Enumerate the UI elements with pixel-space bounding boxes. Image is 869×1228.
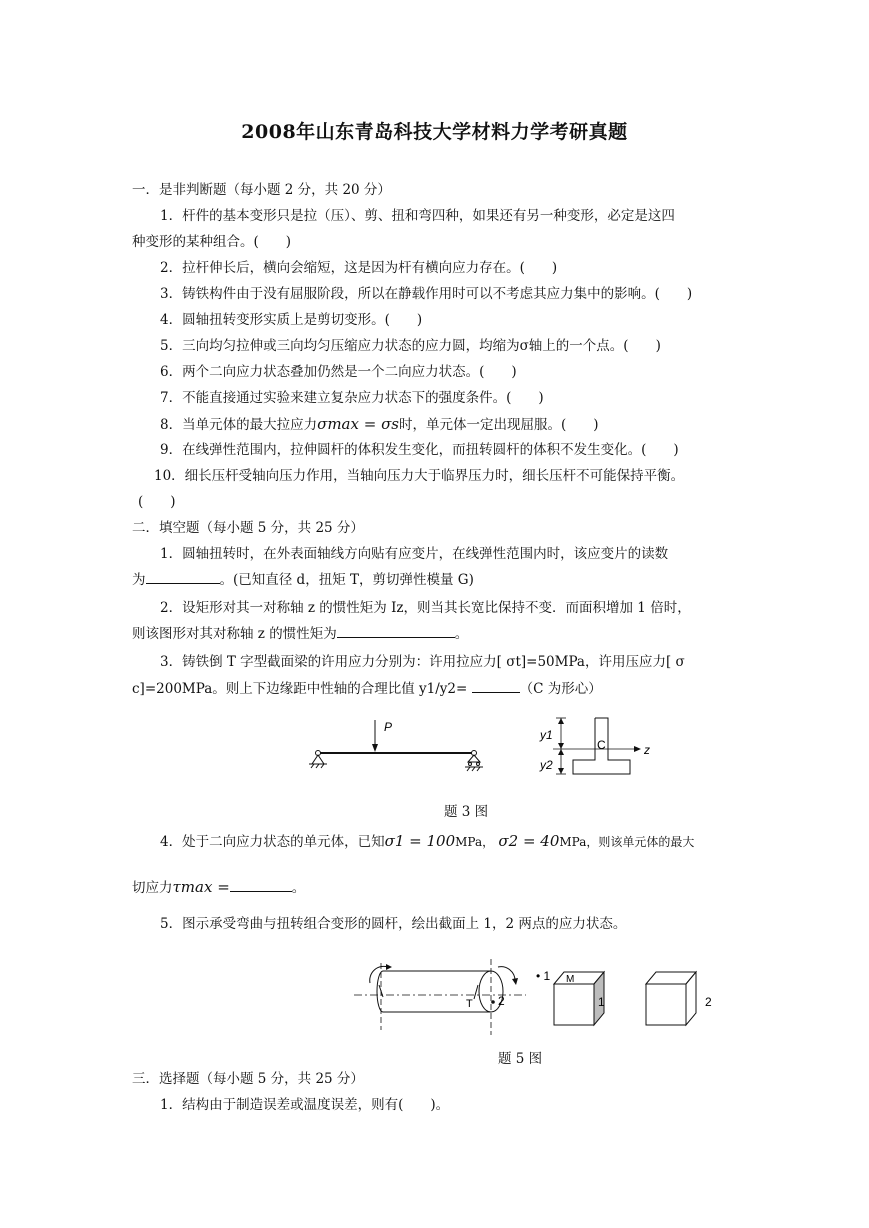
page-title: 2008年山东青岛科技大学材料力学考研真题 [241,121,628,143]
answer-blank [337,625,455,638]
s1-question-10-line-2: ( ) [138,494,176,510]
s2-question-1-post: 。(已知直径 d，扭矩 T，剪切弹性模量 G) [219,572,474,588]
s1-question-3: 3．铸铁构件由于没有屈服阶段，所以在静载作用时可以不考虑其应力集中的影响。( ) [160,286,693,302]
s1-question-1-line-1: 1．杆件的基本变形只是拉（压）、剪、扭和弯四种，如果还有另一种变形，必定是这四 [160,208,675,224]
s2-question-1-pre: 为 [132,572,146,588]
answer-blank [472,680,520,693]
right-torque-arrow [474,985,478,999]
point-1-label: • 1 [536,969,551,983]
load-arrowhead [372,744,378,752]
tau-max-formula: τmax = [172,878,230,896]
s2-question-3-post: （C 为形心） [519,681,602,697]
sigma-max-formula: σmax = σs [317,415,400,433]
answer-blank [146,571,220,584]
s2-question-5: 5．图示承受弯曲与扭转组合变形的圆杆，绘出截面上 1，2 两点的应力状态。 [160,916,627,932]
figure-3 [300,712,660,782]
point-2-dot [491,1000,495,1004]
s2-question-2-post: 。 [454,626,469,642]
s2-question-4-line-1 [160,832,694,851]
s2-question-4-pre-2: 切应力 [132,880,173,896]
s2-question-2-line-2 [132,625,468,643]
torque-label: T [466,998,473,1010]
s1-question-7: 7．不能直接通过实验来建立复杂应力状态下的强度条件。( ) [160,390,544,406]
sigma1-formula: σ1 = 100 [384,832,456,850]
s1-question-4: 4．圆轴扭转变形实质上是剪切变形。( ) [160,312,423,328]
s2-question-3-line-2 [132,680,602,698]
s1-question-8-pre: 8．当单元体的最大拉应力 [160,417,318,433]
answer-blank [230,879,292,892]
s2-question-2-line-1: 2．设矩形对其一对称轴 z 的惯性矩为 Iz，则当其长宽比保持不变．而面积增加 1 倍时， [160,600,691,616]
s2-question-1-line-2 [132,571,474,589]
s2-question-4-line-2 [132,878,305,897]
section-2-heading: 二．填空题（每小题 5 分，共 25 分） [132,520,364,536]
s1-question-5: 5．三向均匀拉伸或三向均匀压缩应力状态的应力圆，均缩为σ轴上的一个点。( ) [160,338,661,354]
load-label: P [384,720,393,734]
section-3-heading: 三．选择题（每小题 5 分，共 25 分） [132,1071,364,1087]
mpa-unit: MPa，则该单元体的最大 [559,835,695,849]
s1-question-8 [160,415,599,434]
s2-question-4-post: 。 [291,880,306,896]
s2-question-3-line-1: 3．铸铁倒 T 字型截面梁的许用应力分别为：许用拉应力[ σt]=50MPa，许用压应力[ σ [160,654,685,670]
moment-label: M [566,974,575,985]
s2-question-1-line-1: 1．圆轴扭转时，在外表面轴线方向贴有应变片，在线弹性范围内时，该应变片的读数 [160,546,669,562]
s3-question-1: 1．结构由于制造误差或温度误差，则有( )。 [160,1097,450,1113]
figure-3-caption: 题 3 图 [444,804,489,820]
s2-question-4-pre: 4．处于二向应力状态的单元体，已知 [160,834,385,850]
s1-question-8-post: 时，单元体一定出现屈服。( ) [399,417,599,433]
centroid-label: C [597,738,606,752]
stress-cube-2 [646,972,696,1025]
section-1-heading: 一．是非判断题（每小题 2 分，共 20 分） [132,182,391,198]
s1-question-10-line-1: 10．细长压杆受轴向压力作用，当轴向压力大于临界压力时，细长压杆不可能保持平衡。 [154,468,685,484]
s1-question-2: 2．拉杆伸长后，横向会缩短，这是因为杆有横向应力存在。( ) [160,260,558,276]
shaft [377,971,503,1012]
shaft-point-2-label: 2 [498,994,505,1008]
s2-question-3-pre: c]=200MPa。则上下边缘距中性轴的合理比值 y1/y2= [132,681,468,697]
left-moment-arrow [370,966,388,983]
s2-question-2-pre: 则该图形对其对称轴 z 的惯性矩为 [132,626,337,642]
figure-5 [350,955,720,1040]
s1-question-9: 9．在线弹性范围内，拉伸圆杆的体积发生变化，而扭转圆杆的体积不发生变化。( ) [160,442,679,458]
s1-question-1-line-2: 种变形的某种组合。( ) [132,234,292,250]
mpa-unit: MPa， [455,835,495,849]
sigma2-formula: σ2 = 40 [498,832,560,850]
stress-cube-1 [554,972,604,1025]
z-axis-label: z [644,743,650,757]
y1-label: y1 [540,728,553,742]
figure-5-caption: 题 5 图 [498,1051,543,1067]
cube-2-label: 2 [705,995,712,1009]
y2-label: y2 [540,758,553,772]
cube-1-label: 1 [598,995,605,1009]
s1-question-6: 6．两个二向应力状态叠加仍然是一个二向应力状态。( ) [160,364,517,380]
